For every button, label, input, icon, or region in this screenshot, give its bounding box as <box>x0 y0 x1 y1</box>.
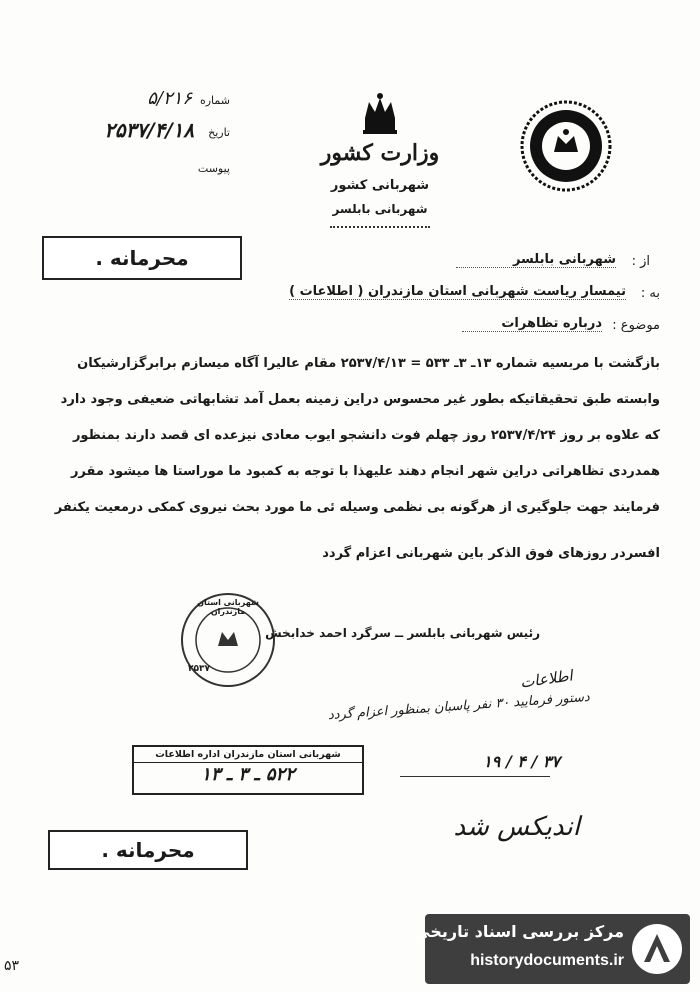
watermark-name: مرکز بررسی اسناد تاریخی <box>414 922 624 941</box>
classification-box-top: محرمانه . <box>42 236 242 280</box>
handwritten-underline <box>400 776 550 777</box>
ornament-divider <box>330 226 430 234</box>
number-row <box>90 88 230 112</box>
attachment-label: پیوست <box>197 162 230 175</box>
watermark-logo-icon <box>632 924 682 974</box>
classification-box-bottom: محرمانه . <box>48 830 248 870</box>
seal-year: ۲۵۳۷ <box>188 664 210 674</box>
body-line: همدردی تظاهراتی دراین شهر انجام دهند علیهذا با توجه به کمبود ما موراستا ها میشود مقرر <box>70 464 660 479</box>
police-local: شهربانی بابلسر <box>332 202 428 216</box>
body-line: که علاوه بر روز ۲۵۳۷/۴/۲۴ روز چهلم فوت دانشجو ایوب معادی نیزعده ای قصد دارند بمنظور <box>72 428 660 443</box>
number-value: ۵/۲۱۶ <box>147 88 192 109</box>
date-row <box>80 118 230 144</box>
to-label: به : <box>640 286 660 301</box>
body-line: وابسته طبق تحقیقاتیکه بطور غیر محسوس دراین زمینه بعمل آمد تشابهاتی ضعیفی وجود دارد <box>60 392 660 407</box>
watermark <box>414 914 690 984</box>
official-seal <box>178 590 278 690</box>
ministry-title: وزارت کشور <box>320 140 440 166</box>
body-line: بازگشت با مربسیه شماره ۱۳ـ ۳ـ ۵۳۳ = ۲۵۳۷/۴/۱۳ مقام عالیرا آگاه میسازم برابرگزارشیکان <box>77 356 660 371</box>
handwritten-note-date: ۱۹ / ۴ / ۳۷ <box>483 752 560 771</box>
subject-label: موضوع : <box>612 318 660 333</box>
handwritten-note-header: اطلاعات <box>519 666 574 692</box>
archive-note: اندیکس شد <box>453 812 580 842</box>
date-label: تاریخ <box>208 126 230 139</box>
body-line: افسردر روزهای فوق الذکر باین شهربانی اعزام گردد <box>322 546 660 561</box>
subject-field <box>440 316 660 338</box>
subject-value: درباره تظاهرات <box>462 316 602 332</box>
letter-body <box>30 356 660 576</box>
crown-emblem <box>355 90 405 140</box>
attachment-row <box>90 160 230 180</box>
police-national: شهربانی کشور <box>330 178 430 193</box>
from-label: از : <box>631 254 650 269</box>
to-value: تیمسار ریاست شهربانی استان مازندران ( اطلاعات ) <box>289 284 626 299</box>
receipt-stamp-title: شهربانی استان مازندران اداره اطلاعات <box>134 747 362 763</box>
seal-text: شهربانی استان مازندران <box>197 598 259 616</box>
handwritten-note-instruction: دستور فرمایید ۳۰ نفر پاسبان بمنظور اعزام گردد <box>327 689 591 724</box>
signature-line: رئیس شهربانی بابلسر ــ سرگرد احمد خدابخش <box>265 626 540 640</box>
number-label: شماره <box>199 94 230 107</box>
to-field <box>290 284 660 306</box>
from-field <box>440 252 650 274</box>
body-line: فرمایند جهت جلوگیری از هرگونه بی نظمی وسیله ئی ما مورد بحث نیروی کمکی درمعیت یکنفر <box>54 500 660 515</box>
police-emblem <box>520 100 612 192</box>
from-value: شهربانی بابلسر <box>456 252 616 268</box>
date-value: ۲۵۳۷/۴/۱۸ <box>104 118 194 142</box>
watermark-url: historydocuments.ir <box>470 952 624 969</box>
receipt-stamp-number: ۵۲۲ ـ ۳ ـ ۱۳ <box>201 764 295 785</box>
page-number: ۵۳ <box>4 958 20 974</box>
receipt-stamp <box>132 745 364 795</box>
